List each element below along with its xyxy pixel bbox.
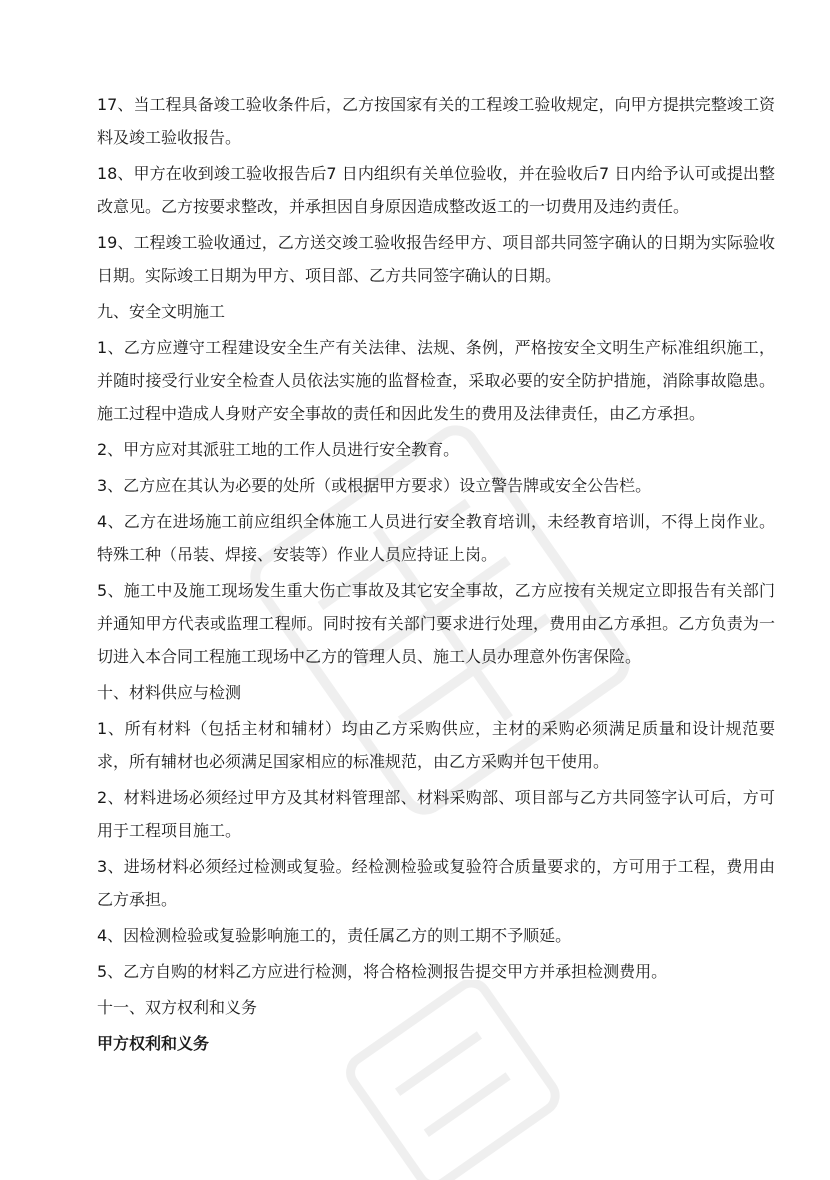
material-clause-2: 2、材料进场必须经过甲方及其材料管理部、材料采购部、项目部与乙方共同签字认可后，方可用于工程项目施工。 [97, 788, 775, 840]
material-clause-3: 3、进场材料必须经过检测或复验。经检测检验或复验符合质量要求的，方可用于工程，费用由乙方承担。 [97, 857, 775, 909]
clause-17: 17、当工程具备竣工验收条件后，乙方按国家有关的工程竣工验收规定，向甲方提拱完整竣工资料及竣工验收报告。 [97, 95, 775, 147]
safety-clause-4: 4、乙方在进场施工前应组织全体施工人员进行安全教育培训，未经教育培训，不得上岗作业。特殊工种（吊装、焊接、安装等）作业人员应持证上岗。 [97, 512, 775, 564]
document-body [97, 88, 775, 1060]
subheading-party-a: 甲方权利和义务 [97, 1034, 210, 1053]
safety-clause-3: 3、乙方应在其认为必要的处所（或根据甲方要求）设立警告牌或安全公告栏。 [97, 476, 652, 495]
section-heading-9: 九、安全文明施工 [97, 302, 226, 321]
safety-clause-2: 2、甲方应对其派驻工地的工作人员进行安全教育。 [97, 440, 460, 459]
clause-19: 19、工程竣工验收通过，乙方送交竣工验收报告经甲方、项目部共同签字确认的日期为实际验收日期。实际竣工日期为甲方、项目部、乙方共同签字确认的日期。 [97, 233, 775, 285]
clause-18: 18、甲方在收到竣工验收报告后7 日内组织有关单位验收，并在验收后7 日内给予认可或提出整改意见。乙方按要求整改，并承担因自身原因造成整改返工的一切费用及违约责任。 [97, 164, 775, 216]
material-clause-1: 1、所有材料（包括主材和辅材）均由乙方采购供应，主材的采购必须满足质量和设计规范要求，所有辅材也必须满足国家相应的标准规范，由乙方采购并包干使用。 [97, 719, 775, 771]
material-clause-5: 5、乙方自购的材料乙方应进行检测，将合格检测报告提交甲方并承担检测费用。 [97, 962, 668, 981]
safety-clause-5: 5、施工中及施工现场发生重大伤亡事故及其它安全事故，乙方应按有关规定立即报告有关部门并通知甲方代表或监理工程师。同时按有关部门要求进行处理，费用由乙方承担。乙方负责为一切进入本合同工程施工现场中乙方的管理人员、施工人员办理意外伤害保险。 [97, 581, 775, 666]
safety-clause-1: 1、乙方应遵守工程建设安全生产有关法律、法规、条例，严格按安全文明生产标准组织施工，并随时接受行业安全检查人员依法实施的监督检查，采取必要的安全防护措施，消除事故隐患。施工过程中造成人身财产安全事故的责任和因此发生的费用及法律责任，由乙方承担。 [97, 338, 775, 423]
section-heading-10: 十、材料供应与检测 [97, 683, 242, 702]
material-clause-4: 4、因检测检验或复验影响施工的，责任属乙方的则工期不予顺延。 [97, 926, 572, 945]
section-heading-11: 十一、双方权利和义务 [97, 998, 258, 1017]
